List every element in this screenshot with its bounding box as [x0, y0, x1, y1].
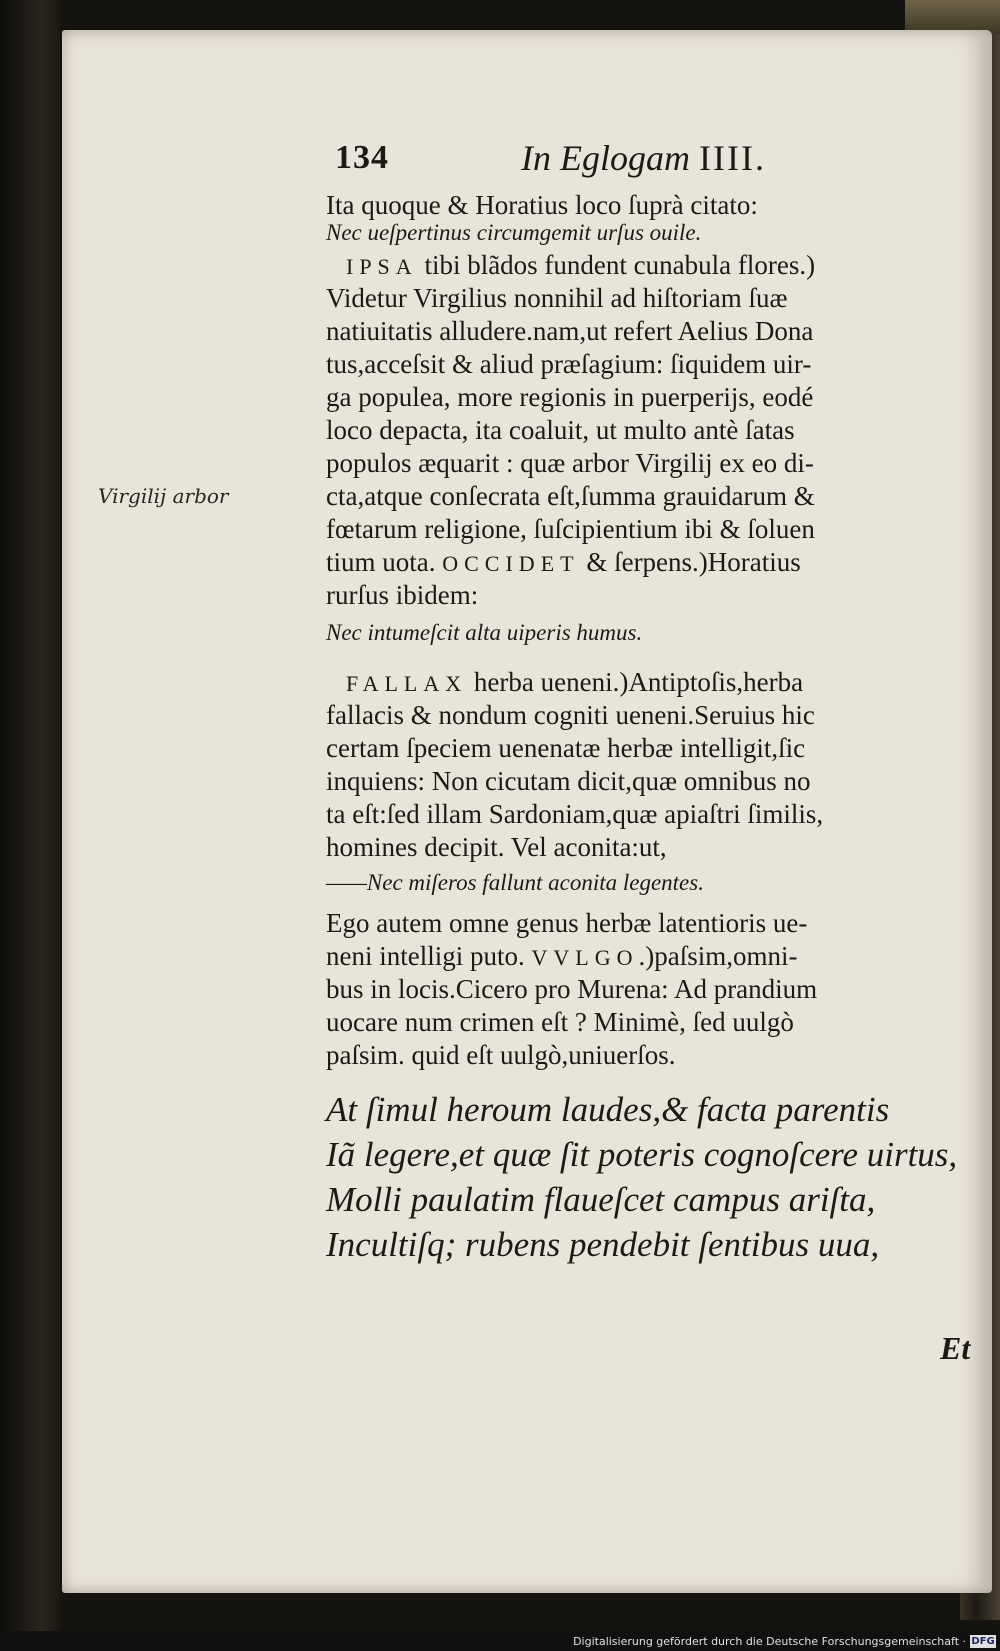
line-text: Ita quoque & Horatius loco ſuprà citato: — [326, 190, 758, 220]
text-line — [326, 830, 667, 864]
text-line — [326, 1178, 875, 1222]
text-line — [326, 578, 478, 612]
line-text: natiuitatis alludere.nam,ut refert Aelius Dona — [326, 316, 814, 346]
line-text: inquiens: Non cicutam dicit,quæ omnibus no — [326, 766, 811, 796]
line-text-trail: .)paſsim,omni- — [638, 941, 798, 971]
line-text: rurſus ibidem: — [326, 580, 479, 610]
line-text: populos æquarit : quæ arbor Virgilij ex eo di- — [326, 448, 814, 478]
dfg-logo: DFG — [971, 1636, 995, 1647]
text-line — [326, 764, 810, 798]
line-text: Iã legere,et quæ ſit poteris cognoſcere uirtus, — [326, 1135, 958, 1174]
text-line — [326, 731, 805, 765]
running-title — [521, 137, 766, 179]
page-header — [335, 137, 835, 187]
line-text: At ſimul heroum laudes,& facta parentis — [326, 1090, 890, 1129]
line-text: fœtarum religione, ſuſcipientium ibi & ſoluen — [326, 514, 815, 544]
line-text: paſsim. quid eſt uulgò,uniuerſos. — [326, 1040, 676, 1070]
line-text: Nec intumeſcit alta uiperis humus. — [326, 620, 643, 645]
line-text: ga populea, more regionis in puerperijs, eodé — [326, 382, 814, 412]
line-text: neni intelligi puto. — [326, 941, 532, 971]
line-text: certam ſpeciem uenenatæ herbæ intelligit,ſic — [326, 733, 806, 763]
text-line — [326, 347, 811, 381]
line-text: Incultiſq; rubens pendebit ſentibus uua, — [326, 1225, 880, 1264]
catchword: Et — [940, 1330, 971, 1366]
text-line — [326, 281, 788, 315]
line-text: ——Nec miſeros fallunt aconita legentes. — [326, 870, 704, 895]
line-text: ta eſt:ſed illam Sardoniam,quæ apiaſtri ſimilis, — [326, 799, 824, 829]
line-text: fallacis & nondum cogniti ueneni.Seruius hic — [326, 700, 815, 730]
line-text: tium uota. — [326, 547, 443, 577]
book-spine-left — [0, 0, 60, 1651]
line-text: Videtur Virgilius nonnihil ad hiſtoriam ſuæ — [326, 283, 788, 313]
line-text: Nec ueſpertinus circumgemit urſus ouile. — [326, 220, 702, 245]
text-line — [326, 1088, 889, 1132]
text-line — [326, 216, 701, 250]
text-line — [326, 314, 813, 348]
text-line — [326, 479, 815, 513]
lemma-caps: VVLGO — [531, 945, 639, 970]
folio-number: 134 — [335, 139, 389, 176]
book-corner — [905, 0, 1000, 34]
line-text: tus,acceſsit & aliud præſagium: ſiquidem uir- — [326, 349, 812, 379]
text-line — [326, 1133, 957, 1177]
lemma-caps: IPSA — [346, 254, 418, 279]
lemma-caps: OCCIDET — [442, 551, 580, 576]
running-title-text: In Eglogam — [521, 138, 690, 178]
footer-credit: Digitalisierung gefördert durch die Deutsche Forschungsgemeinschaft · — [573, 1635, 966, 1648]
line-text: cta,atque conſecrata eſt,ſumma grauidarum & — [326, 481, 815, 511]
line-text: homines decipit. Vel aconita:ut, — [326, 832, 667, 862]
text-line — [326, 1005, 794, 1039]
text-line — [326, 616, 642, 650]
text-line — [326, 972, 817, 1006]
line-text: uocare num crimen eſt ? Minimè, ſed uulgò — [326, 1007, 794, 1037]
line-text: loco depacta, ita coaluit, ut multo antè ſatas — [326, 415, 795, 445]
line-text-trail: & ſerpens.)Horatius — [579, 547, 801, 577]
footer-bar — [0, 1631, 1000, 1651]
running-title-number: IIII. — [698, 138, 766, 178]
line-text: bus in locis.Cicero pro Murena: Ad prandium — [326, 974, 818, 1004]
line-text: Ego autem omne genus herbæ latentioris ue- — [326, 908, 808, 938]
text-line — [346, 248, 815, 284]
text-line — [326, 1223, 879, 1267]
line-text: Molli paulatim flaueſcet campus ariſta, — [326, 1180, 876, 1219]
text-line — [326, 698, 815, 732]
text-line — [326, 446, 814, 480]
text-line — [326, 512, 815, 546]
text-line — [326, 545, 801, 581]
text-line — [346, 665, 803, 701]
lemma-caps: FALLAX — [346, 671, 468, 696]
line-text: herba ueneni.)Antiptoſis,herba — [467, 667, 804, 697]
text-line — [326, 380, 813, 414]
line-text: tibi blãdos fundent cunabula flores.) — [417, 250, 816, 280]
text-line — [326, 797, 823, 831]
margin-note: Virgilij arbor — [98, 484, 229, 508]
text-line — [326, 1038, 675, 1072]
text-line — [326, 866, 704, 900]
text-line — [326, 906, 807, 940]
text-line — [326, 413, 795, 447]
text-line — [326, 939, 797, 975]
